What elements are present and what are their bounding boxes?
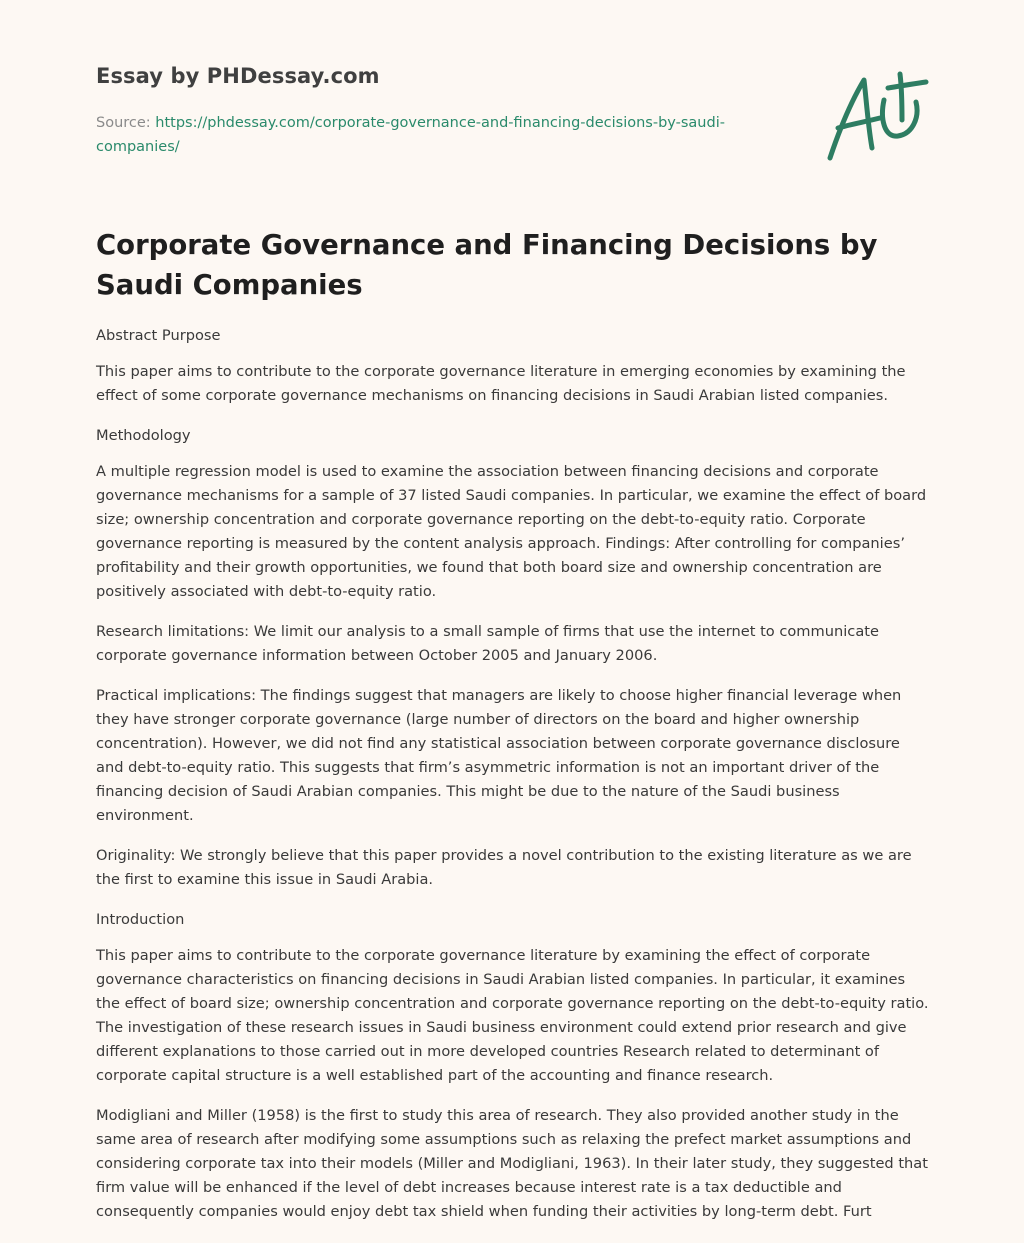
paragraph-modigliani-miller: Modigliani and Miller (1958) is the first to study this area of research. They also provided another study in the same area of research after modifying some assumptions such as relaxing the prefect market assumptions and considering corporate tax into their models (Miller and Modigliani, 1963). In their later study, they suggested that firm value will be enhanced if the level of debt increases because interest rate is a tax deductible and consequently companies would enjoy debt tax shield when funding their activities by long-term debt. Furt xyxy=(96,1107,928,1220)
essay-body xyxy=(96,324,930,1240)
paragraph-originality: Originality: We strongly believe that this paper provides a novel contribution to the existing literature as we are the first to examine this issue in Saudi Arabia. xyxy=(96,847,912,888)
source-link[interactable]: https://phdessay.com/corporate-governance-and-financing-decisions-by-saudi-companies/ xyxy=(96,115,725,155)
site-title: Essay by PHDessay.com xyxy=(96,64,380,88)
paragraph-research-limitations: Research limitations: We limit our analysis to a small sample of firms that use the internet to communicate corporate governance information between October 2005 and January 2006. xyxy=(96,623,879,664)
section-heading-introduction: Introduction xyxy=(96,911,185,928)
paragraph-methodology: A multiple regression model is used to examine the association between financing decisions and corporate governance mechanisms for a sample of 37 listed Saudi companies. In particular, we examine the effect of board size; ownership concentration and corporate governance reporting on the debt-to-equity ratio. Corporate governance reporting is measured by the content analysis approach. Findings: After controlling for companies’ profitability and their growth opportunities, we found that both board size and ownership concentration are positively associated with debt-to-equity ratio. xyxy=(96,463,927,600)
a-plus-logo-icon xyxy=(818,66,930,166)
paragraph-introduction: This paper aims to contribute to the corporate governance literature by examining the effect of corporate governance characteristics on financing decisions in Saudi Arabian listed companies. In particular, it examines the effect of board size; ownership concentration and corporate governance reporting on the debt-to-equity ratio. The investigation of these research issues in Saudi business environment could extend prior research and give different explanations to those carried out in more developed countries Research related to determinant of corporate capital structure is a well established part of the accounting and finance research. xyxy=(96,947,929,1084)
paragraph-practical-implications: Practical implications: The findings suggest that managers are likely to choose higher financial leverage when they have stronger corporate governance (large number of directors on the board and higher ownership concentration). However, we did not find any statistical association between corporate governance disclosure and debt-to-equity ratio. This suggests that firm’s asymmetric information is not an important driver of the financing decision of Saudi Arabian companies. This might be due to the nature of the Saudi business environment. xyxy=(96,687,902,824)
paragraph-purpose: This paper aims to contribute to the corporate governance literature in emerging economies by examining the effect of some corporate governance mechanisms on financing decisions in Saudi Arabian listed companies. xyxy=(96,363,906,404)
section-heading-abstract: Abstract Purpose xyxy=(96,327,221,344)
essay-title: Corporate Governance and Financing Decisions by Saudi Companies xyxy=(96,229,878,301)
source-label: Source: xyxy=(96,115,151,131)
source-line xyxy=(96,111,776,159)
section-heading-methodology: Methodology xyxy=(96,427,191,444)
